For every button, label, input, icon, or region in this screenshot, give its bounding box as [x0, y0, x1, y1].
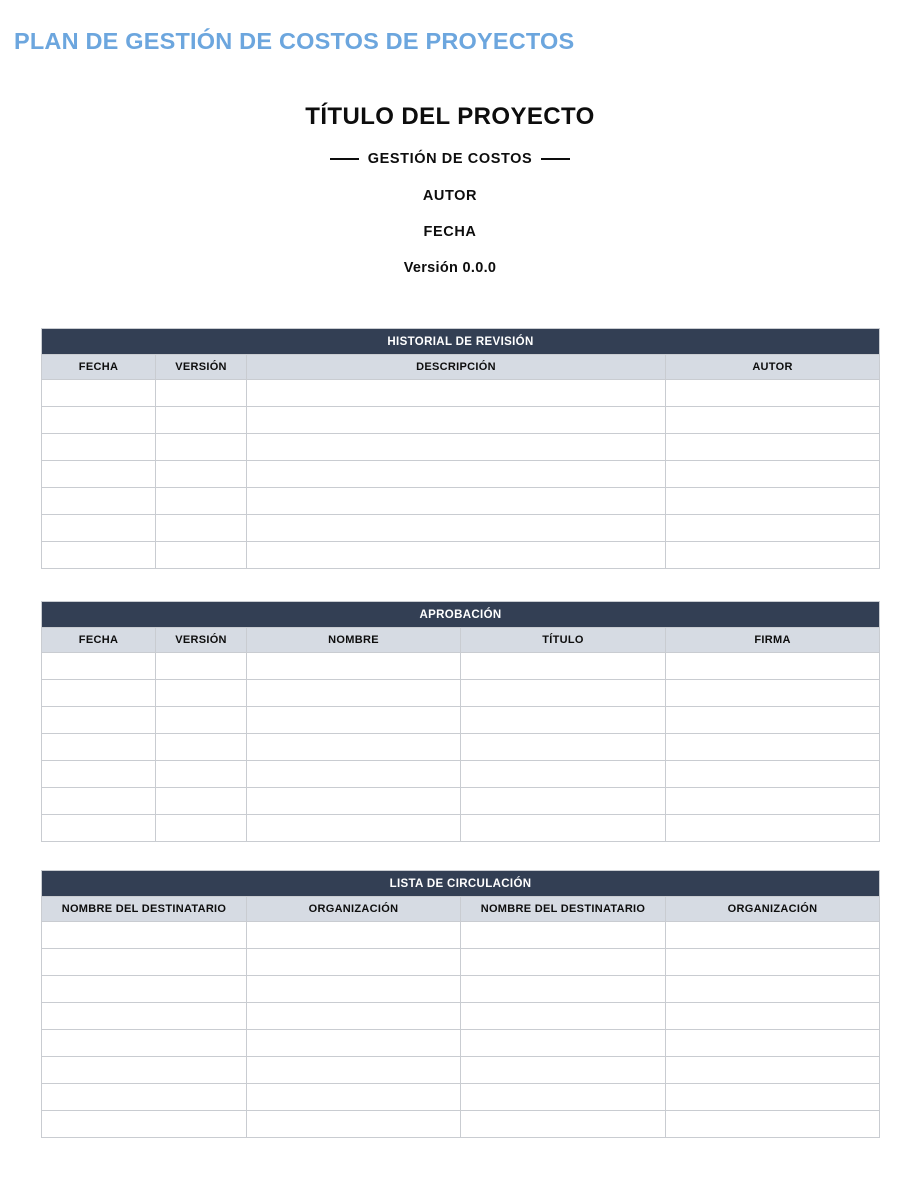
table-cell[interactable] [42, 922, 247, 949]
table-cell[interactable] [156, 488, 247, 515]
table-row [42, 922, 880, 949]
table-row [42, 976, 880, 1003]
table-cell[interactable] [247, 380, 666, 407]
table-cell[interactable] [247, 1003, 461, 1030]
table-cell[interactable] [156, 788, 247, 815]
dash-rule-left [330, 158, 359, 160]
table-cell[interactable] [461, 815, 666, 842]
table-title: LISTA DE CIRCULACIÓN [42, 871, 880, 897]
table-row [42, 1030, 880, 1057]
table-cell[interactable] [461, 734, 666, 761]
table-cell[interactable] [156, 461, 247, 488]
table-cell[interactable] [247, 976, 461, 1003]
table-cell[interactable] [666, 1084, 880, 1111]
table-cell[interactable] [156, 380, 247, 407]
table-cell[interactable] [247, 1057, 461, 1084]
table-cell[interactable] [666, 380, 880, 407]
table-cell[interactable] [42, 461, 156, 488]
table-cell[interactable] [666, 680, 880, 707]
table-cell[interactable] [42, 542, 156, 569]
table-cell[interactable] [156, 434, 247, 461]
table-cell[interactable] [666, 734, 880, 761]
table-cell[interactable] [42, 788, 156, 815]
table-cell[interactable] [156, 515, 247, 542]
dash-rule-right [541, 158, 570, 160]
table-row [42, 1057, 880, 1084]
table-cell[interactable] [247, 434, 666, 461]
table-cell[interactable] [42, 515, 156, 542]
table-cell[interactable] [666, 434, 880, 461]
table-cell[interactable] [247, 461, 666, 488]
table-row [42, 1003, 880, 1030]
table-cell[interactable] [247, 407, 666, 434]
table-title: HISTORIAL DE REVISIÓN [42, 329, 880, 355]
table-cell[interactable] [666, 488, 880, 515]
column-header-2: VERSIÓN [156, 355, 247, 380]
table-cell[interactable] [247, 922, 461, 949]
table-cell[interactable] [247, 815, 461, 842]
table-cell[interactable] [461, 922, 666, 949]
table-cell[interactable] [42, 653, 156, 680]
table-cell[interactable] [247, 761, 461, 788]
table-cell[interactable] [461, 1030, 666, 1057]
table-row [42, 788, 880, 815]
column-header-1: FECHA [42, 355, 156, 380]
column-header-5: FIRMA [666, 628, 880, 653]
table-cell[interactable] [666, 407, 880, 434]
table-cell[interactable] [247, 1084, 461, 1111]
table-cell[interactable] [666, 653, 880, 680]
approval-table [41, 601, 880, 842]
table-cell[interactable] [666, 461, 880, 488]
table-title-row [42, 329, 880, 355]
table-cell[interactable] [156, 734, 247, 761]
column-header-4: ORGANIZACIÓN [666, 897, 880, 922]
table-row [42, 380, 880, 407]
table-cell[interactable] [666, 788, 880, 815]
table-cell[interactable] [666, 515, 880, 542]
table-cell[interactable] [666, 1111, 880, 1138]
table-cell[interactable] [247, 734, 461, 761]
table-row [42, 761, 880, 788]
table-cell[interactable] [247, 707, 461, 734]
table-cell[interactable] [666, 542, 880, 569]
table-row [42, 407, 880, 434]
table-title-row [42, 602, 880, 628]
table-cell[interactable] [666, 949, 880, 976]
column-header-3: DESCRIPCIÓN [247, 355, 666, 380]
table-cell[interactable] [461, 761, 666, 788]
table-cell[interactable] [666, 1030, 880, 1057]
table-cell[interactable] [666, 815, 880, 842]
table-row [42, 1084, 880, 1111]
cover-subtitle-label: GESTIÓN DE COSTOS [367, 151, 533, 168]
column-header-2: ORGANIZACIÓN [247, 897, 461, 922]
table-row [42, 1111, 880, 1138]
table-cell[interactable] [461, 707, 666, 734]
table-row [42, 734, 880, 761]
table-header-row [42, 355, 880, 380]
table-cell[interactable] [156, 653, 247, 680]
table-cell[interactable] [42, 488, 156, 515]
table-cell[interactable] [156, 815, 247, 842]
table-title: APROBACIÓN [42, 602, 880, 628]
version-label: Versión 0.0.0 [403, 260, 497, 277]
cover-subtitle [0, 151, 900, 167]
column-header-3: NOMBRE DEL DESTINATARIO [461, 897, 666, 922]
table-cell[interactable] [247, 653, 461, 680]
table-cell[interactable] [666, 922, 880, 949]
table-header-row [42, 628, 880, 653]
table-cell[interactable] [461, 949, 666, 976]
table-row [42, 680, 880, 707]
table-cell[interactable] [461, 680, 666, 707]
table-cell[interactable] [461, 788, 666, 815]
table-cell[interactable] [666, 707, 880, 734]
table-cell[interactable] [461, 1084, 666, 1111]
table-cell[interactable] [42, 1003, 247, 1030]
table-cell[interactable] [42, 707, 156, 734]
table-cell[interactable] [666, 1057, 880, 1084]
table-cell[interactable] [247, 488, 666, 515]
table-cell[interactable] [42, 949, 247, 976]
table-cell[interactable] [42, 976, 247, 1003]
cover-block [0, 104, 900, 276]
column-header-3: NOMBRE [247, 628, 461, 653]
table-cell[interactable] [42, 407, 156, 434]
date-placeholder: FECHA [423, 224, 477, 241]
page-title: PLAN DE GESTIÓN DE COSTOS DE PROYECTOS [14, 28, 575, 54]
table-cell[interactable] [42, 815, 156, 842]
table-row [42, 949, 880, 976]
table-cell[interactable] [461, 1057, 666, 1084]
revision-history-table [41, 328, 880, 569]
table-cell[interactable] [247, 515, 666, 542]
table-row [42, 488, 880, 515]
table-cell[interactable] [666, 976, 880, 1003]
table-cell[interactable] [461, 1111, 666, 1138]
table-cell[interactable] [247, 680, 461, 707]
project-title: TÍTULO DEL PROYECTO [305, 103, 595, 130]
table-cell[interactable] [156, 761, 247, 788]
table-cell[interactable] [247, 542, 666, 569]
table-cell[interactable] [42, 1057, 247, 1084]
column-header-4: AUTOR [666, 355, 880, 380]
table-row [42, 461, 880, 488]
table-cell[interactable] [42, 1084, 247, 1111]
table-cell[interactable] [666, 1003, 880, 1030]
table-title-row [42, 871, 880, 897]
column-header-1: NOMBRE DEL DESTINATARIO [42, 897, 247, 922]
table-header-row [42, 897, 880, 922]
distribution-list-table [41, 870, 880, 1138]
table-cell[interactable] [42, 1030, 247, 1057]
table-cell[interactable] [156, 707, 247, 734]
table-cell[interactable] [247, 949, 461, 976]
table-cell[interactable] [42, 734, 156, 761]
table-cell[interactable] [42, 680, 156, 707]
table-row [42, 707, 880, 734]
table-row [42, 542, 880, 569]
table-cell[interactable] [247, 1030, 461, 1057]
table-cell[interactable] [156, 542, 247, 569]
column-header-1: FECHA [42, 628, 156, 653]
author-placeholder: AUTOR [422, 188, 478, 205]
table-cell[interactable] [42, 761, 156, 788]
table-cell[interactable] [247, 788, 461, 815]
table-cell[interactable] [247, 1111, 461, 1138]
table-cell[interactable] [666, 761, 880, 788]
column-header-4: TÍTULO [461, 628, 666, 653]
table-cell[interactable] [156, 680, 247, 707]
table-cell[interactable] [461, 1003, 666, 1030]
table-row [42, 515, 880, 542]
column-header-2: VERSIÓN [156, 628, 247, 653]
table-cell[interactable] [42, 434, 156, 461]
table-cell[interactable] [461, 976, 666, 1003]
table-cell[interactable] [156, 407, 247, 434]
table-row [42, 653, 880, 680]
table-cell[interactable] [42, 1111, 247, 1138]
table-cell[interactable] [42, 380, 156, 407]
table-cell[interactable] [461, 653, 666, 680]
table-row [42, 434, 880, 461]
table-row [42, 815, 880, 842]
